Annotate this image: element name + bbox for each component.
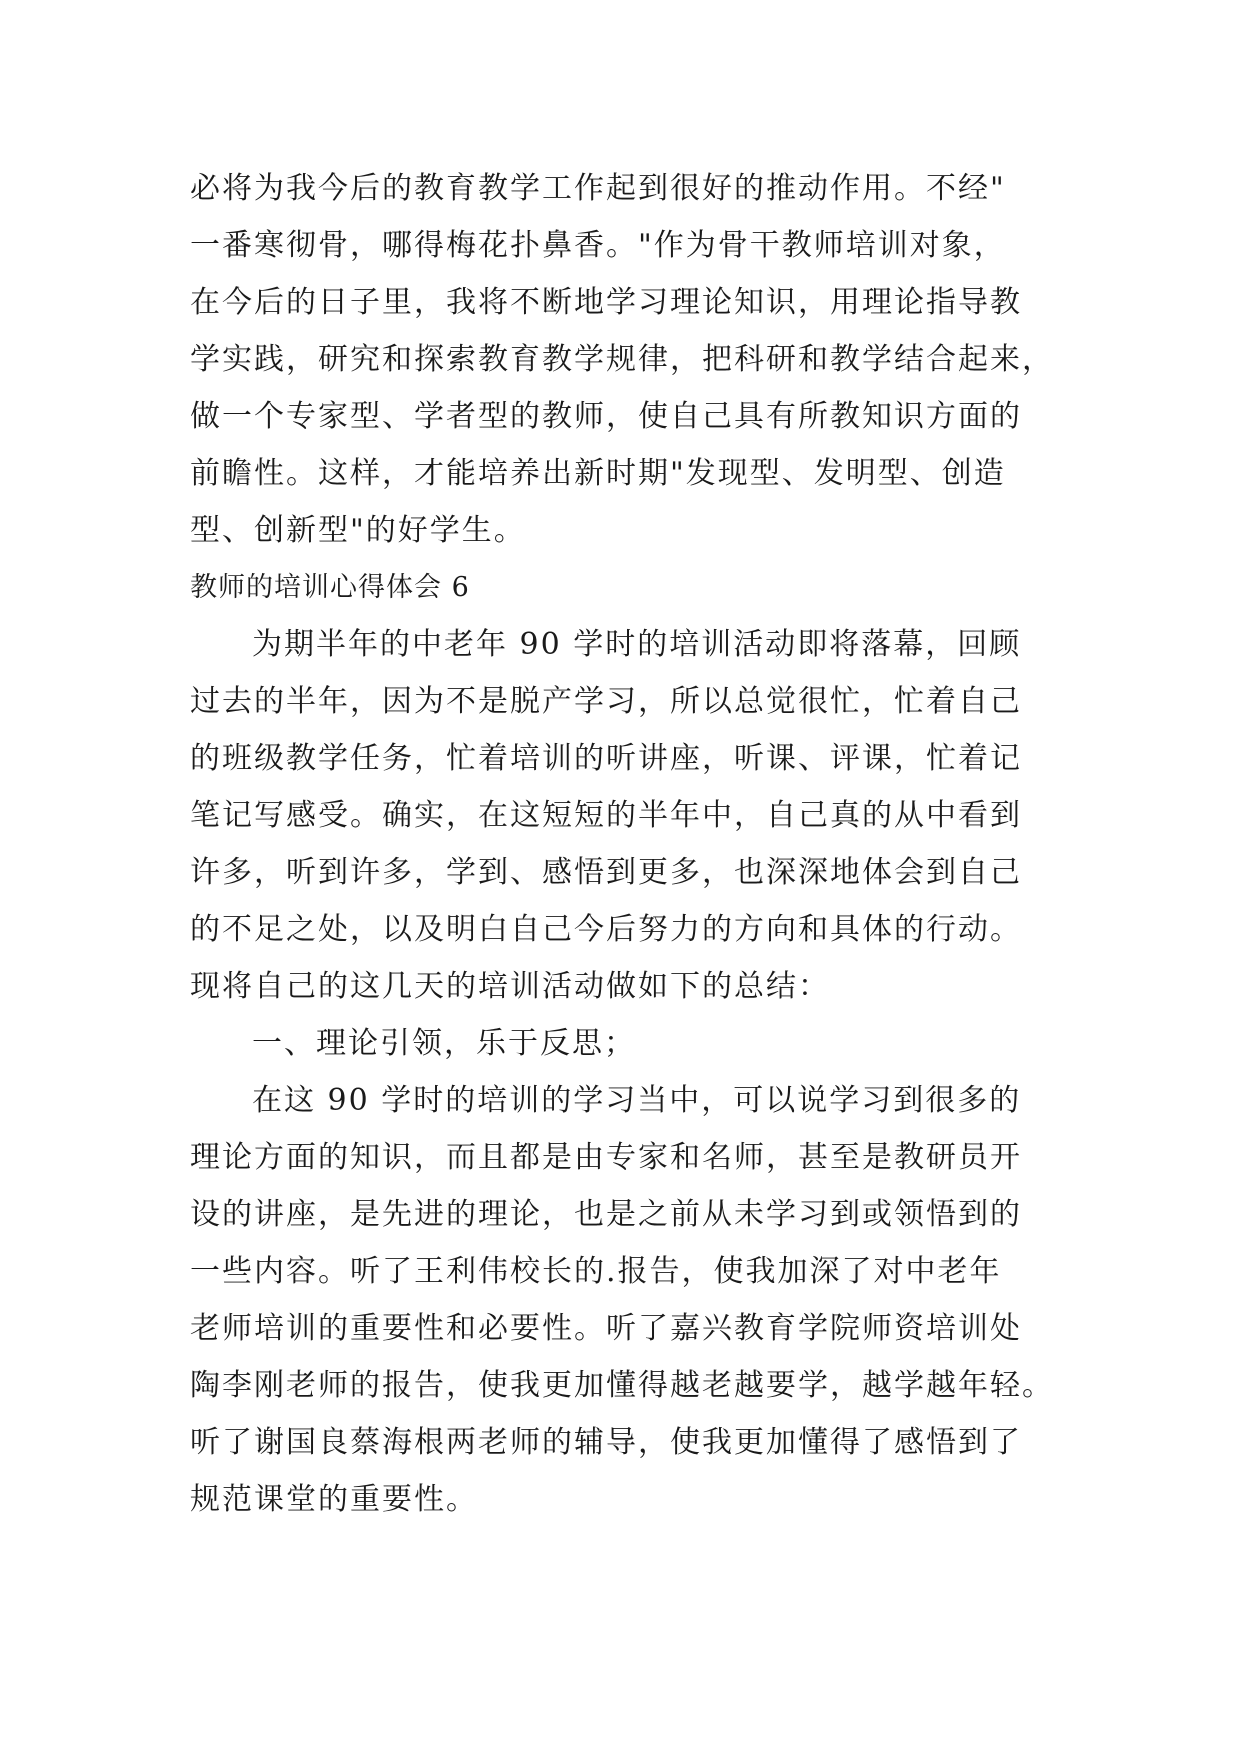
text-line: 陶李刚老师的报告，使我更加懂得越老越要学，越学越年轻。	[190, 1368, 1054, 1403]
text-line: 做一个专家型、学者型的教师，使自己具有所教知识方面的	[190, 399, 1022, 434]
text-line: 设的讲座，是先进的理论，也是之前从未学习到或领悟到的	[190, 1197, 1022, 1232]
text-line: 过去的半年，因为不是脱产学习，所以总觉很忙，忙着自己	[190, 684, 1022, 719]
section-title: 教师的培训心得体会 6	[190, 572, 470, 603]
text-line: 在这 90 学时的培训的学习当中，可以说学习到很多的	[252, 1083, 1022, 1118]
text-line: 理论方面的知识，而且都是由专家和名师，甚至是教研员开	[190, 1140, 1022, 1175]
text-line: 型、创新型"的好学生。	[190, 513, 526, 548]
document-body	[190, 160, 1070, 1528]
text-line: 听了谢国良蔡海根两老师的辅导，使我更加懂得了感悟到了	[190, 1425, 1022, 1460]
text-line: 前瞻性。这样，才能培养出新时期"发现型、发明型、创造	[190, 456, 1006, 491]
text-line: 必将为我今后的教育教学工作起到很好的推动作用。不经"	[190, 171, 1006, 206]
text-line: 现将自己的这几天的培训活动做如下的总结：	[190, 969, 830, 1004]
text-line: 规范课堂的重要性。	[190, 1482, 478, 1517]
text-line: 一番寒彻骨，哪得梅花扑鼻香。"作为骨干教师培训对象，	[190, 228, 1006, 263]
text-line: 学实践，研究和探索教育教学规律，把科研和教学结合起来，	[190, 342, 1054, 377]
text-line: 老师培训的重要性和必要性。听了嘉兴教育学院师资培训处	[190, 1311, 1022, 1346]
text-line: 为期半年的中老年 90 学时的培训活动即将落幕，回顾	[252, 627, 1022, 662]
text-line: 一些内容。听了王利伟校长的.报告，使我加深了对中老年	[190, 1254, 1002, 1289]
text-line: 的不足之处，以及明白自己今后努力的方向和具体的行动。	[190, 912, 1022, 947]
text-line: 许多，听到许多，学到、感悟到更多，也深深地体会到自己	[190, 855, 1022, 890]
text-line: 的班级教学任务，忙着培训的听讲座，听课、评课，忙着记	[190, 741, 1022, 776]
text-line: 笔记写感受。确实，在这短短的半年中，自己真的从中看到	[190, 798, 1022, 833]
subheading: 一、理论引领，乐于反思；	[252, 1026, 636, 1061]
text-line: 在今后的日子里，我将不断地学习理论知识，用理论指导教	[190, 285, 1022, 320]
